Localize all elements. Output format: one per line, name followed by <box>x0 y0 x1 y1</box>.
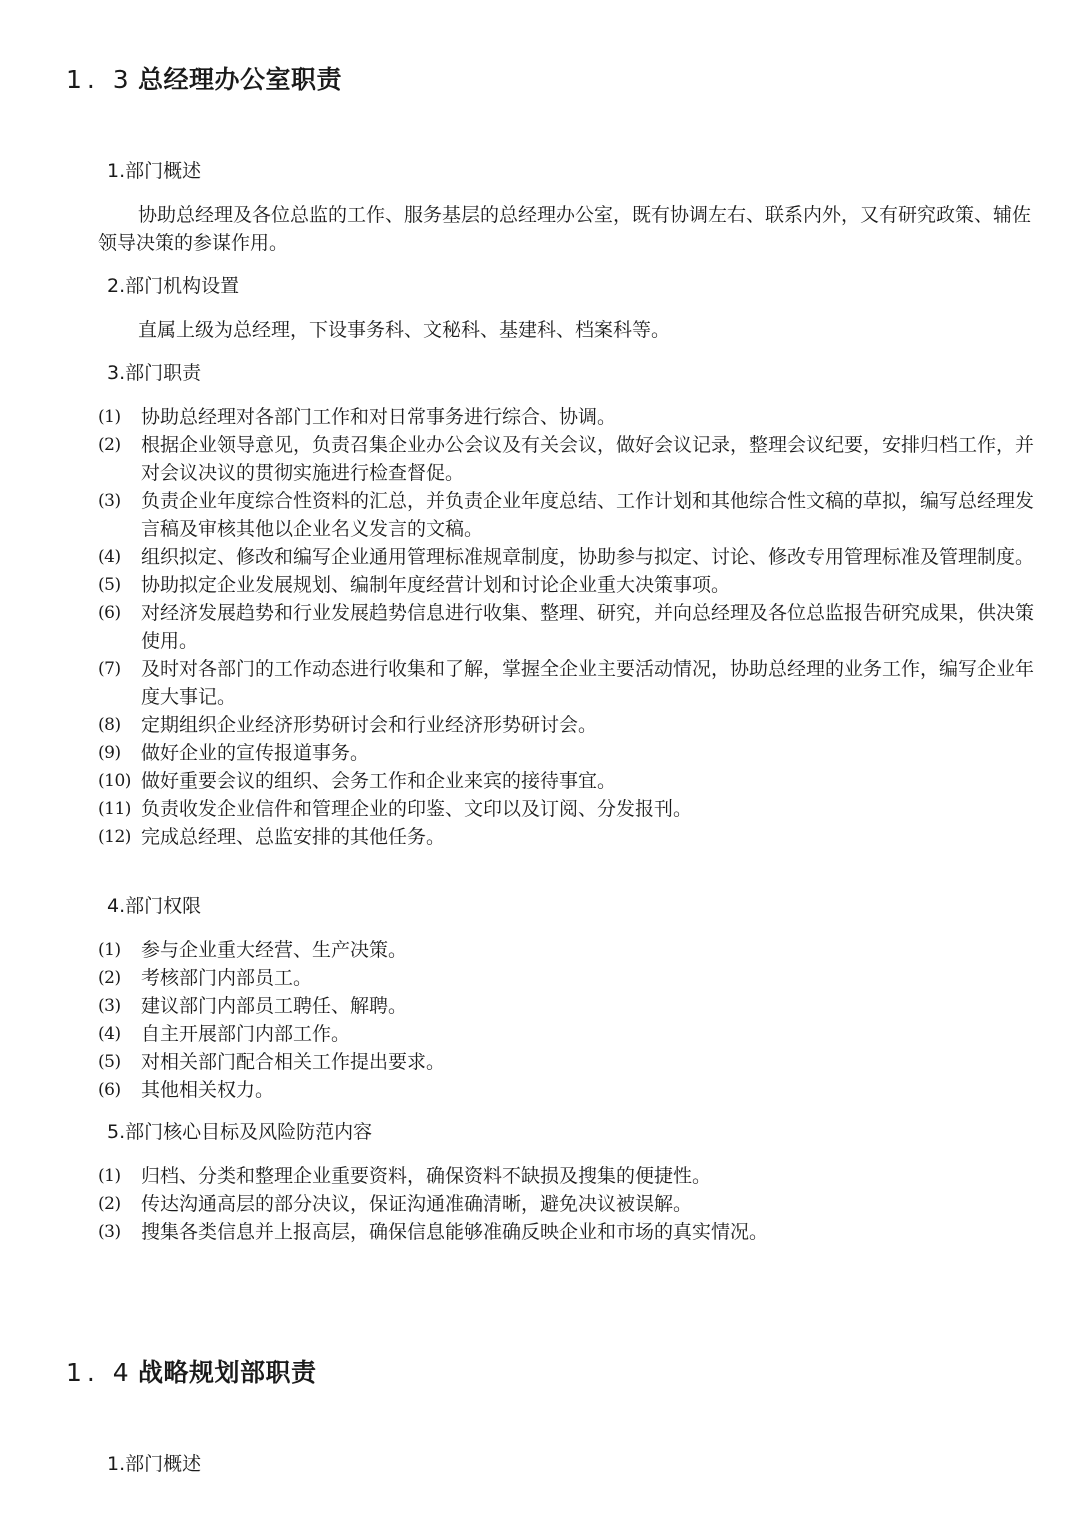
list-text: 根据企业领导意见，负责召集企业办公会议及有关会议，做好会议记录，整理会议纪要，安排归档工作，并对会议决议的贯彻实施进行检查督促。 <box>141 434 1035 484</box>
list-item <box>98 403 1038 431</box>
list-item <box>98 936 1038 964</box>
list-item <box>98 1218 1038 1246</box>
list-text: 定期组织企业经济形势研讨会和行业经济形势研讨会。 <box>141 714 598 736</box>
list-marker: (5) <box>98 575 121 595</box>
list-marker: (6) <box>98 1080 121 1100</box>
subheading-goals-risks: 5.部门核心目标及风险防范内容 <box>107 1121 373 1143</box>
list-text: 组织拟定、修改和编写企业通用管理标准规章制度，协助参与拟定、讨论、修改专用管理标准及管理制度。 <box>141 546 1035 568</box>
list-item <box>98 543 1038 571</box>
list-item <box>98 1076 1038 1104</box>
list-item <box>98 431 1038 487</box>
goals-risks-list <box>98 1162 1038 1246</box>
list-marker: (1) <box>98 1166 121 1186</box>
list-text: 及时对各部门的工作动态进行收集和了解，掌握全企业主要活动情况，协助总经理的业务工作，编写企业年度大事记。 <box>141 658 1035 708</box>
section-number: 1. 4 <box>66 1358 134 1387</box>
list-marker: (8) <box>98 715 121 735</box>
subheading-structure: 2.部门机构设置 <box>107 275 240 297</box>
list-marker: (7) <box>98 659 121 679</box>
list-item <box>98 1190 1038 1218</box>
section-heading-1-4 <box>66 1353 317 1389</box>
list-text: 完成总经理、总监安排的其他任务。 <box>141 826 446 848</box>
list-marker: (4) <box>98 547 121 567</box>
list-text: 建议部门内部员工聘任、解聘。 <box>141 995 408 1017</box>
list-marker: (2) <box>98 1194 121 1214</box>
list-item <box>98 964 1038 992</box>
list-item <box>98 599 1038 655</box>
list-item <box>98 823 1038 851</box>
list-marker: (1) <box>98 940 121 960</box>
list-marker: (9) <box>98 743 121 763</box>
list-text: 归档、分类和整理企业重要资料，确保资料不缺损及搜集的便捷性。 <box>141 1165 712 1187</box>
list-item <box>98 655 1038 711</box>
list-text: 负责收发企业信件和管理企业的印鉴、文印以及订阅、分发报刊。 <box>141 798 693 820</box>
subheading-overview: 1.部门概述 <box>107 160 202 182</box>
list-marker: (3) <box>98 1222 121 1242</box>
list-text: 做好企业的宣传报道事务。 <box>141 742 370 764</box>
list-text: 自主开展部门内部工作。 <box>141 1023 351 1045</box>
subheading-overview-1-4: 1.部门概述 <box>107 1453 202 1475</box>
section-title: 总经理办公室职责 <box>138 65 343 94</box>
overview-paragraph: 协助总经理及各位总监的工作、服务基层的总经理办公室，既有协调左右、联系内外，又有研究政策、辅佐领导决策的参谋作用。 <box>98 204 1032 254</box>
structure-paragraph: 直属上级为总经理，下设事务科、文秘科、基建科、档案科等。 <box>138 319 671 341</box>
list-marker: (3) <box>98 491 121 511</box>
subheading-duties: 3.部门职责 <box>107 362 202 384</box>
section-number: 1. 3 <box>66 65 134 94</box>
list-item <box>98 795 1038 823</box>
list-item <box>98 1162 1038 1190</box>
section-heading-1-3 <box>66 60 342 96</box>
list-marker: (11) <box>98 799 131 819</box>
list-text: 负责企业年度综合性资料的汇总，并负责企业年度总结、工作计划和其他综合性文稿的草拟，编写总经理发言稿及审核其他以企业名义发言的文稿。 <box>141 490 1035 540</box>
list-item <box>98 1048 1038 1076</box>
list-text: 考核部门内部员工。 <box>141 967 313 989</box>
list-item <box>98 767 1038 795</box>
section-title: 战略规划部职责 <box>138 1358 317 1387</box>
list-text: 协助拟定企业发展规划、编制年度经营计划和讨论企业重大决策事项。 <box>141 574 731 596</box>
list-text: 对相关部门配合相关工作提出要求。 <box>141 1051 446 1073</box>
list-marker: (2) <box>98 968 121 988</box>
list-text: 对经济发展趋势和行业发展趋势信息进行收集、整理、研究，并向总经理及各位总监报告研究成果，供决策使用。 <box>141 602 1035 652</box>
list-text: 做好重要会议的组织、会务工作和企业来宾的接待事宜。 <box>141 770 617 792</box>
list-text: 其他相关权力。 <box>141 1079 275 1101</box>
list-item <box>98 571 1038 599</box>
authority-list <box>98 936 1038 1104</box>
list-text: 搜集各类信息并上报高层，确保信息能够准确反映企业和市场的真实情况。 <box>141 1221 769 1243</box>
list-item <box>98 739 1038 767</box>
list-marker: (10) <box>98 771 131 791</box>
list-marker: (2) <box>98 435 121 455</box>
list-text: 传达沟通高层的部分决议，保证沟通准确清晰，避免决议被误解。 <box>141 1193 693 1215</box>
subheading-authority: 4.部门权限 <box>107 895 202 917</box>
list-item <box>98 1020 1038 1048</box>
list-text: 参与企业重大经营、生产决策。 <box>141 939 408 961</box>
list-marker: (12) <box>98 827 131 847</box>
list-item <box>98 992 1038 1020</box>
list-item <box>98 487 1038 543</box>
list-text: 协助总经理对各部门工作和对日常事务进行综合、协调。 <box>141 406 617 428</box>
list-item <box>98 711 1038 739</box>
list-marker: (6) <box>98 603 121 623</box>
list-marker: (4) <box>98 1024 121 1044</box>
list-marker: (5) <box>98 1052 121 1072</box>
duties-list <box>98 403 1038 851</box>
list-marker: (1) <box>98 407 121 427</box>
list-marker: (3) <box>98 996 121 1016</box>
